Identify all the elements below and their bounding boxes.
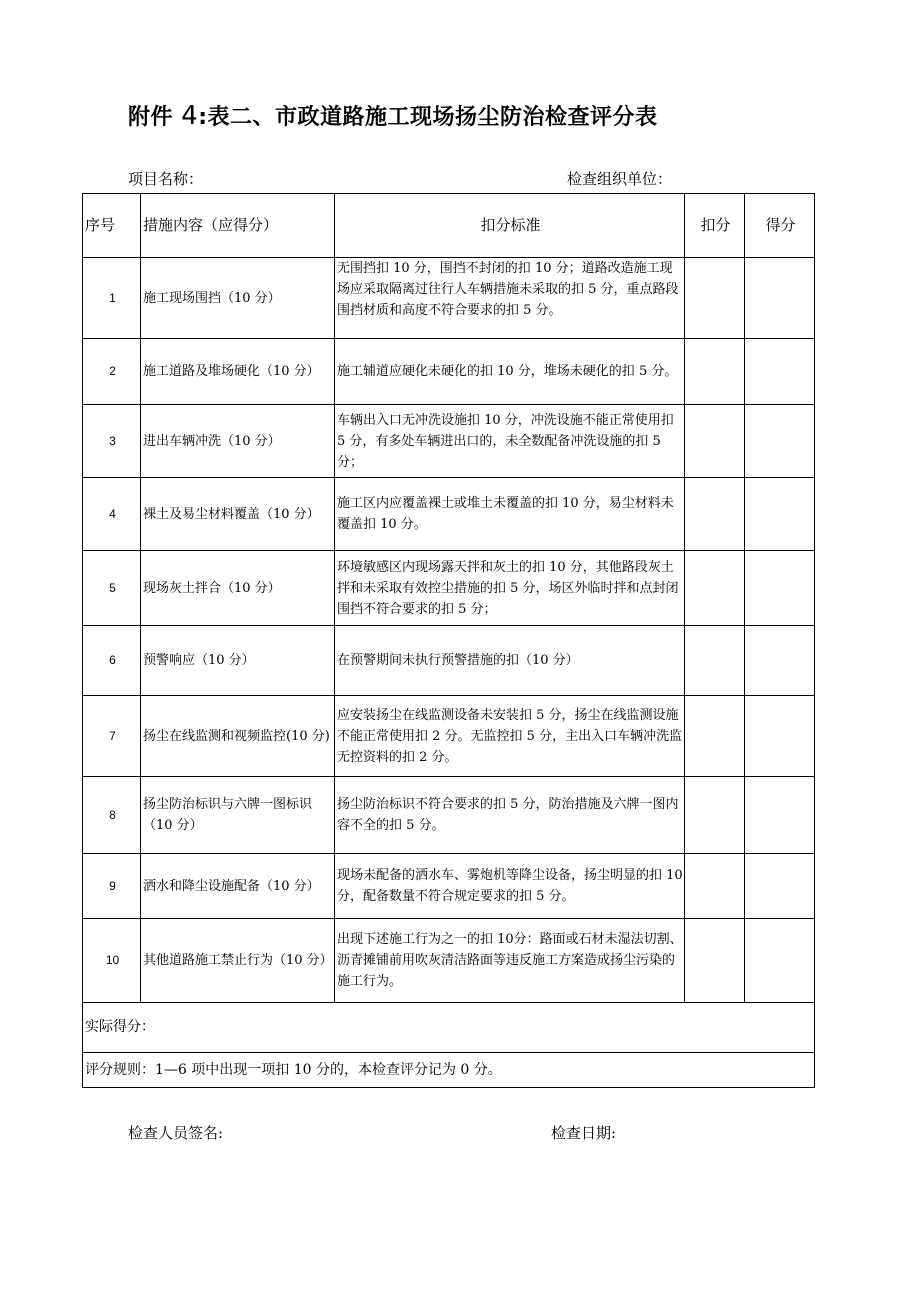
header-score: 得分: [745, 194, 815, 258]
row-criteria: 环境敏感区内现场露天拌和灰土的扣 10 分，其他路段灰土拌和未采取有效控尘措施的扣 5 分，场区外临时拌和点封闭围挡不符合要求的扣 5 分；: [335, 551, 685, 626]
row-number: 1: [83, 258, 141, 339]
actual-score-row: [83, 1003, 815, 1053]
row-measure: 扬尘防治标识与六牌一图标识 （10 分）: [141, 777, 335, 854]
row-number: 7: [83, 696, 141, 777]
row-criteria: 施工区内应覆盖裸土或堆土未覆盖的扣 10 分，易尘材料未覆盖扣 10 分。: [335, 478, 685, 551]
row-criteria: 出现下述施工行为之一的扣 10分：路面或石材未湿法切割、沥青摊铺前用吹灰清洁路面等违反施工方案造成扬尘污染的施工行为。: [335, 919, 685, 1003]
table-row: [83, 339, 815, 405]
row-measure: 施工道路及堆场硬化（10 分）: [141, 339, 335, 405]
row-deduct-cell[interactable]: [685, 405, 745, 478]
row-score-cell[interactable]: [745, 339, 815, 405]
row-number: 3: [83, 405, 141, 478]
row-criteria: 施工辅道应硬化未硬化的扣 10 分，堆场未硬化的扣 5 分。: [335, 339, 685, 405]
row-deduct-cell[interactable]: [685, 777, 745, 854]
row-deduct-cell[interactable]: [685, 696, 745, 777]
row-number: 6: [83, 626, 141, 696]
table-row: [83, 777, 815, 854]
row-measure: 进出车辆冲洗（10 分）: [141, 405, 335, 478]
row-number: 8: [83, 777, 141, 854]
score-table: [82, 193, 815, 1088]
row-score-cell[interactable]: [745, 626, 815, 696]
row-deduct-cell[interactable]: [685, 339, 745, 405]
inspection-date-label: 检查日期:: [551, 1124, 617, 1142]
row-deduct-cell[interactable]: [685, 478, 745, 551]
row-number: 9: [83, 854, 141, 919]
row-criteria: 现场未配备的洒水车、雾炮机等降尘设备，扬尘明显的扣 10 分，配备数量不符合规定要求的扣 5 分。: [335, 854, 685, 919]
project-name-label: 项目名称：: [128, 170, 204, 188]
table-row: [83, 551, 815, 626]
page-title: [128, 100, 658, 131]
table-row: [83, 626, 815, 696]
header-seq: 序号: [83, 194, 141, 258]
row-number: 5: [83, 551, 141, 626]
row-criteria: 车辆出入口无冲洗设施扣 10 分，冲洗设施不能正常使用扣 5 分，有多处车辆进出口的，未全数配备冲洗设施的扣 5 分；: [335, 405, 685, 478]
row-score-cell[interactable]: [745, 854, 815, 919]
table-row: [83, 919, 815, 1003]
row-score-cell[interactable]: [745, 919, 815, 1003]
actual-score-label: 实际得分：: [83, 1003, 815, 1053]
row-deduct-cell[interactable]: [685, 626, 745, 696]
row-criteria: 应安装扬尘在线监测设备未安装扣 5 分，扬尘在线监测设施不能正常使用扣 2 分。无监控扣 5 分，主出入口车辆冲洗监无控资料的扣 2 分。: [335, 696, 685, 777]
row-score-cell[interactable]: [745, 777, 815, 854]
row-number: 4: [83, 478, 141, 551]
row-criteria: 无围挡扣 10 分，围挡不封闭的扣 10 分；道路改造施工现场应采取隔离过往行人车辆措施未采取的扣 5 分，重点路段围挡材质和高度不符合要求的扣 5 分。: [335, 258, 685, 339]
row-score-cell[interactable]: [745, 258, 815, 339]
row-measure: 施工现场围挡（10 分）: [141, 258, 335, 339]
header-measure: 措施内容（应得分）: [141, 194, 335, 258]
row-measure: 裸土及易尘材料覆盖（10 分）: [141, 478, 335, 551]
table-row: [83, 854, 815, 919]
row-number: 2: [83, 339, 141, 405]
row-score-cell[interactable]: [745, 696, 815, 777]
row-deduct-cell[interactable]: [685, 919, 745, 1003]
row-deduct-cell[interactable]: [685, 551, 745, 626]
title-text: :表二、市政道路施工现场扬尘防治检查评分表: [198, 105, 658, 130]
row-measure: 其他道路施工禁止行为（10 分）: [141, 919, 335, 1003]
table-row: [83, 696, 815, 777]
row-score-cell[interactable]: [745, 478, 815, 551]
row-measure: 预警响应（10 分）: [141, 626, 335, 696]
header-criteria: 扣分标准: [335, 194, 685, 258]
row-criteria: 扬尘防治标识不符合要求的扣 5 分，防治措施及六牌一图内容不全的扣 5 分。: [335, 777, 685, 854]
rule-row: [83, 1053, 815, 1088]
table-row: [83, 478, 815, 551]
org-unit-label: 检查组织单位：: [567, 170, 673, 188]
table-row: [83, 405, 815, 478]
row-measure: 扬尘在线监测和视频监控(10 分): [141, 696, 335, 777]
row-deduct-cell[interactable]: [685, 258, 745, 339]
row-deduct-cell[interactable]: [685, 854, 745, 919]
header-row: [83, 194, 815, 258]
row-measure: 现场灰土拌合（10 分）: [141, 551, 335, 626]
row-measure: 洒水和降尘设施配备（10 分）: [141, 854, 335, 919]
row-criteria: 在预警期间未执行预警措施的扣（10 分）: [335, 626, 685, 696]
row-score-cell[interactable]: [745, 405, 815, 478]
inspector-signature-label: 检查人员签名:: [128, 1124, 224, 1142]
table-row: [83, 258, 815, 339]
row-score-cell[interactable]: [745, 551, 815, 626]
title-prefix: 附件: [128, 105, 182, 130]
header-deduct: 扣分: [685, 194, 745, 258]
scoring-rule: 评分规则：1—6 项中出现一项扣 10 分的，本检查评分记为 0 分。: [83, 1053, 815, 1088]
row-number: 10: [83, 919, 141, 1003]
title-number: 4: [181, 101, 199, 131]
